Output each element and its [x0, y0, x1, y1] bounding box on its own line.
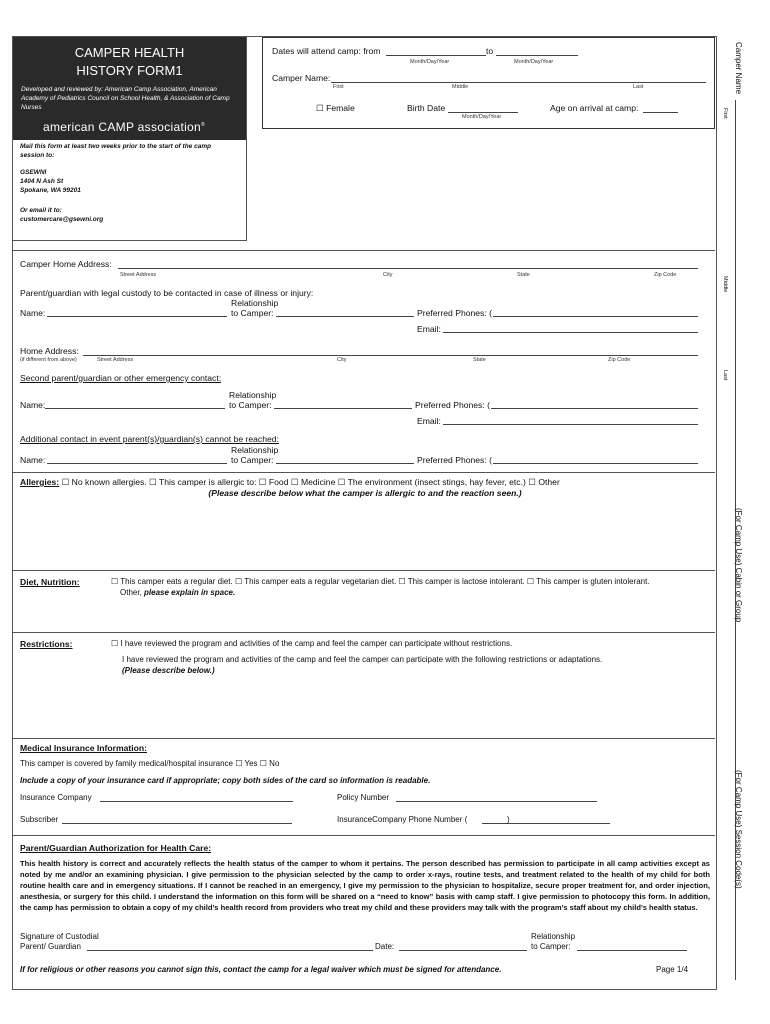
second-name-field[interactable] [45, 408, 225, 409]
diet-section-top [13, 570, 715, 571]
auth-body: This health history is correct and accurately reflects the health status of the camper to whom it pertains. The person described has permission to participate in all camp activities except as noted by me and/or an examining physician. I give permission to the physician selected by the camp to order x-rays, routine tests, and treatment related to the health of my child for both routine health care and in emergency situations. If I cannot be reached in an emergency, I give my permission to the physician to hospitalize, secure proper treatment for, and order injection, anesthesia, or surgery for this child. I understand the information on this form will be shared on a “need to know” basis with camp staff. I give permission to photocopy this form. In addition, the camp has permission to obtain a copy of my child’s health record from providers who treat my child and these providers may talk with the program’s staff about my child’s health status. [20, 859, 710, 912]
dates-to-label: to [486, 46, 494, 56]
female-checkbox[interactable]: ☐ Female [316, 103, 355, 113]
header-divider-v [246, 37, 247, 240]
date-to-field[interactable] [496, 55, 578, 56]
policy-number-field[interactable] [396, 801, 597, 802]
state-hint: State [517, 272, 530, 278]
home-address-field[interactable] [118, 268, 698, 269]
insurance-phone-label: InsuranceCompany Phone Number ( [337, 815, 468, 824]
diet-response-area[interactable] [14, 600, 714, 630]
home-address-label-2: Home Address: [20, 346, 79, 356]
insurance-company-label: Insurance Company [20, 793, 92, 802]
name-label-3: Name: [20, 455, 46, 465]
aca-logo-text: american CAMP association [43, 120, 202, 134]
phones-label-1: Preferred Phones: ( [417, 308, 492, 318]
mdy-hint-1: Month/Day/Year [410, 59, 450, 65]
insurance-covered-row [20, 759, 279, 768]
female-label: Female [326, 103, 355, 113]
side-session-code [734, 770, 743, 889]
email-label-1: Email: [417, 324, 441, 334]
email-label-2: Email: [417, 416, 441, 426]
insurance-covered-text: This camper is covered by family medical/hospital insurance [20, 759, 233, 768]
subscriber-label: Subscriber [20, 815, 59, 824]
signature-label-1: Signature of Custodial [20, 932, 99, 941]
org-address-2: Spokane, WA 99201 [20, 187, 81, 194]
restrictions-opt2[interactable] [122, 655, 602, 664]
restrictions-note: (Please describe below.) [122, 666, 215, 675]
second-phones-field[interactable] [491, 408, 698, 409]
restrictions-opt1-text: I have reviewed the program and activities of the camp and feel the camper can participate without restrictions. [120, 639, 513, 648]
zip-hint-2: Zip Code [608, 357, 631, 363]
side-cabin-group-label: (For Camp Use) Cabin or Group [734, 508, 743, 623]
phones-label-2: Preferred Phones: ( [415, 400, 490, 410]
second-relationship-field[interactable] [274, 408, 412, 409]
sig-relationship-label-2: to Camper: [531, 942, 571, 951]
additional-contact-heading: Additional contact in event parent(s)/guardian(s) cannot be reached: [20, 434, 279, 444]
age-label: Age on arrival at camp: [550, 103, 639, 113]
diet-options [111, 577, 650, 586]
if-different-hint: (if different from above) [20, 357, 77, 363]
guardian1-heading: Parent/guardian with legal custody to be contacted in case of illness or injury: [20, 288, 314, 298]
mail-note: Mail this form at least two weeks prior to the start of the camp session to: [20, 143, 212, 159]
side-session-code-label: (For Camp Use) Session Code(s) [734, 770, 743, 889]
policy-number-label: Policy Number [337, 793, 390, 802]
to-camper-1: to Camper: [231, 308, 274, 318]
signature-field[interactable] [87, 950, 373, 951]
form-title-line2: HISTORY FORM1 [76, 63, 183, 78]
last-hint: Last [633, 84, 644, 90]
street-hint-2: Street Address [97, 357, 134, 363]
city-hint: City [383, 272, 393, 278]
email-label: Or email it to: [20, 207, 62, 214]
date-label: Date: [375, 942, 395, 951]
middle-hint: Middle [452, 84, 469, 90]
restrictions-label: Restrictions: [20, 639, 73, 649]
side-cabin-group [734, 508, 743, 622]
diet-regular-checkbox[interactable]: ☐ [111, 577, 119, 586]
signature-label-2: Parent/ Guardian [20, 942, 81, 951]
to-camper-2: to Camper: [229, 400, 272, 410]
phones-label-3: Preferred Phones: ( [417, 455, 492, 465]
restrictions-opt1[interactable]: ☐ I have reviewed the program and activities of the camp and feel the camper can participate without restrictions. [111, 639, 513, 648]
signature-date-field[interactable] [399, 950, 527, 951]
auth-label: Parent/Guardian Authorization for Health Care: [20, 843, 212, 853]
guardian1-home-field[interactable] [83, 355, 698, 356]
restrictions-opt2-text: I have reviewed the program and activities of the camp and feel the camper can participate with the following restrictions or adaptations. [122, 655, 603, 664]
insurance-company-field[interactable] [100, 801, 293, 802]
dates-label: Dates will attend camp: from [272, 46, 381, 56]
diet-other[interactable] [120, 588, 235, 597]
first-hint: First [333, 84, 344, 90]
diet-options-text: This camper eats a regular diet. ☐ This camper eats a regular vegetarian diet. ☐ This camper is lactose intolerant. ☐ This camper is gluten intolerant. [120, 577, 650, 586]
side-first-hint [722, 108, 731, 119]
relationship-label-3: Relationship [231, 445, 279, 455]
second-email-field[interactable] [443, 424, 698, 425]
additional-name-field[interactable] [47, 463, 227, 464]
side-last-text: Last [722, 370, 728, 381]
side-last-hint [722, 370, 731, 380]
zip-hint: Zip Code [654, 272, 677, 278]
sig-relationship-label-1: Relationship [531, 932, 576, 941]
side-camper-name [734, 42, 743, 94]
insurance-yes-label: Yes [244, 759, 258, 768]
mdy-hint-3: Month/Day/Year [462, 114, 502, 120]
page-number: Page 1/4 [656, 965, 689, 974]
diet-label: Diet, Nutrition: [20, 577, 80, 587]
developed-note: Developed and reviewed by: American Camp Association, American Academy of Pediatrics Council on School Health, & Association of Camp Nurses [21, 86, 230, 111]
age-field[interactable] [643, 112, 678, 113]
birth-date-label: Birth Date [407, 103, 446, 113]
camper-name-label: Camper Name: [272, 73, 331, 83]
insurance-phone-field[interactable] [482, 823, 610, 824]
name-label-1: Name: [20, 308, 46, 318]
mdy-hint-2: Month/Day/Year [514, 59, 554, 65]
insurance-copy-note: Include a copy of your insurance card if appropriate; copy both sides of the card so information is readable. [20, 776, 431, 785]
allergies-row [20, 477, 710, 488]
side-middle-text: Middle [722, 276, 728, 293]
second-contact-heading: Second parent/guardian or other emergency contact: [20, 373, 222, 383]
address-section-top [13, 250, 715, 251]
insurance-label: Medical Insurance Information: [20, 743, 148, 753]
diet-other-label: Other, [120, 588, 142, 597]
email-address: customercare@gsewni.org [20, 216, 104, 223]
insurance-no-checkbox[interactable]: ☐ No [259, 759, 280, 768]
relationship-label-2: Relationship [229, 390, 277, 400]
aca-logo: american CAMP association® [43, 120, 205, 134]
camper-name-field[interactable] [331, 82, 706, 83]
home-address-label: Camper Home Address: [20, 259, 112, 269]
allergies-options: No known allergies. ☐ This camper is allergic to: ☐ Food ☐ Medicine ☐ The environment (insect stings, hay fever, etc.) ☐ Other [71, 477, 560, 487]
guardian1-relationship-field[interactable] [276, 316, 414, 317]
birth-date-field[interactable] [448, 112, 518, 113]
guardian1-phones-field[interactable] [493, 316, 698, 317]
to-camper-3: to Camper: [231, 455, 274, 465]
org-name: GSEWNI [20, 169, 47, 176]
diet-explain: please explain in space. [144, 588, 236, 597]
insurance-yes-checkbox[interactable]: ☐ Yes [235, 759, 258, 768]
side-camper-name-label: Camper Name [734, 42, 743, 95]
restrictions-response-area[interactable] [14, 678, 714, 736]
sig-relationship-field[interactable] [577, 950, 687, 951]
allergies-section-top [13, 472, 715, 473]
insurance-no-label: No [269, 759, 280, 768]
side-first-text: First [722, 108, 728, 119]
allergies-note: (Please describe below what the camper is allergic to and the reaction seen.) [208, 488, 522, 498]
insurance-section-top [13, 738, 715, 739]
allergies-checkbox[interactable]: ☐ [61, 477, 70, 487]
title-block [13, 37, 246, 140]
header-divider-h [13, 240, 247, 241]
insurance-phone-paren: ) [507, 815, 510, 824]
allergies-response-area[interactable] [14, 500, 714, 568]
org-address-1: 1404 N Ash St [20, 178, 64, 185]
additional-phones-field[interactable] [493, 463, 698, 464]
restrictions-section-top [13, 632, 715, 633]
allergies-label: Allergies: [20, 477, 60, 487]
state-hint-2: State [473, 357, 486, 363]
city-hint-2: City [337, 357, 347, 363]
guardian1-name-field[interactable] [47, 316, 227, 317]
date-from-field[interactable] [386, 55, 486, 56]
side-middle-hint [722, 276, 731, 292]
subscriber-field[interactable] [62, 823, 292, 824]
relationship-label-1: Relationship [231, 298, 279, 308]
name-label-2: Name: [20, 400, 46, 410]
waiver-note: If for religious or other reasons you cannot sign this, contact the camp for a legal waiver which must be signed for attendance. [20, 965, 502, 974]
guardian1-email-field[interactable] [443, 332, 698, 333]
street-hint: Street Address [120, 272, 157, 278]
form-title-line1: CAMPER HEALTH [74, 45, 185, 60]
additional-relationship-field[interactable] [276, 463, 414, 464]
auth-section-top [13, 835, 715, 836]
